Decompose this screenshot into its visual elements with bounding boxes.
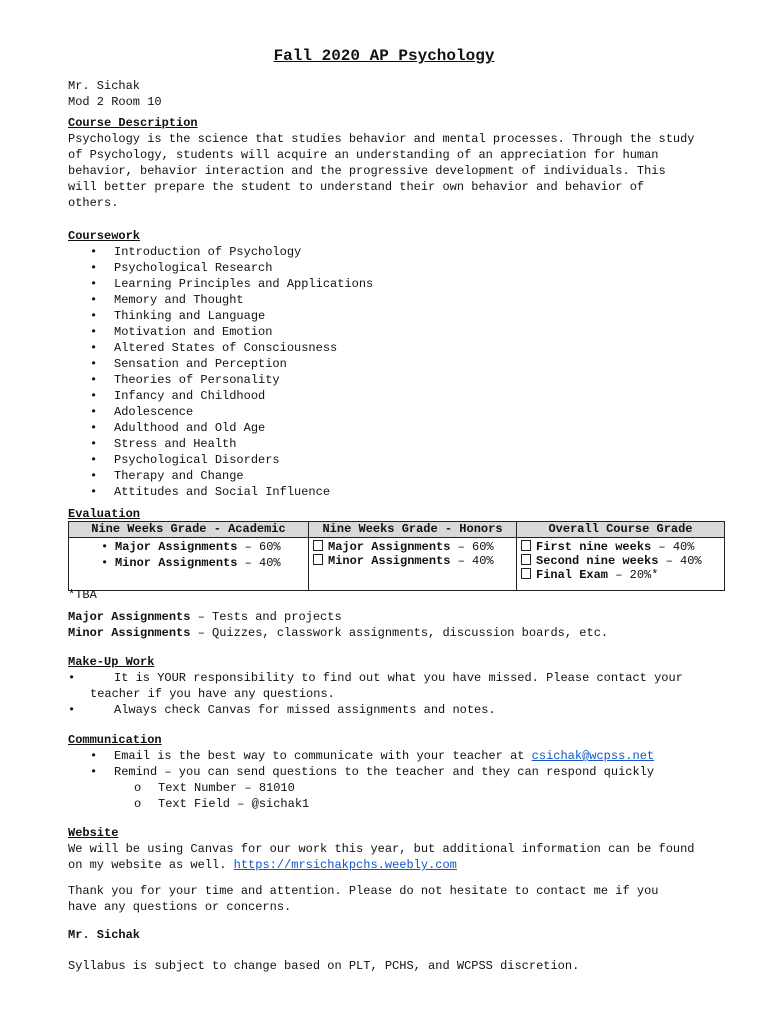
definition-desc: – Quizzes, classwork assignments, discussion boards, etc. — [190, 626, 609, 640]
grade-item — [521, 554, 720, 568]
checkbox-icon — [521, 554, 531, 565]
list-item: • Theories of Personality — [68, 372, 728, 388]
definition-line — [68, 625, 728, 641]
column-header: Nine Weeks Grade - Academic — [69, 522, 309, 538]
list-item: • Adolescence — [68, 404, 728, 420]
remind-text: Remind – you can send questions to the teacher and they can respond quickly — [114, 765, 655, 779]
description-line: behavior, behavior interaction and the progressive development of individuals. This — [68, 164, 666, 178]
page-title: Fall 2020 AP Psychology — [273, 47, 495, 65]
column-header: Overall Course Grade — [517, 522, 725, 538]
list-item: • Memory and Thought — [68, 292, 728, 308]
teacher-name: Mr. Sichak — [68, 79, 141, 93]
footnote: *TBA — [68, 588, 97, 602]
evaluation-heading-wrap — [68, 506, 728, 522]
makeup-heading: Make-Up Work — [68, 655, 155, 669]
list-item: • Introduction of Psychology — [68, 244, 728, 260]
coursework-heading: Coursework — [68, 229, 141, 243]
makeup-section — [68, 654, 728, 718]
description-line: will better prepare the student to understand their own behavior and behavior of — [68, 180, 645, 194]
grade-item — [93, 540, 304, 554]
definition-desc: – Tests and projects — [190, 610, 342, 624]
definition-line — [68, 609, 728, 625]
email-link[interactable]: csichak@wcpss.net — [531, 749, 655, 763]
email-text: Email is the best way to communicate with your teacher at — [114, 749, 532, 763]
makeup-text: Always check Canvas for missed assignments and notes. — [114, 703, 496, 717]
list-item: • Adulthood and Old Age — [68, 420, 728, 436]
list-item: • Psychological Research — [68, 260, 728, 276]
definition-term: Minor Assignments — [68, 626, 191, 640]
grade-value: – 40% — [658, 554, 702, 568]
list-item: • Sensation and Perception — [68, 356, 728, 372]
grade-label: Final Exam — [536, 568, 609, 582]
signature-wrap — [68, 927, 728, 943]
course-description-section — [68, 115, 728, 211]
communication-section — [68, 732, 728, 812]
coursework-section — [68, 228, 728, 500]
remind-sublist — [68, 780, 728, 812]
grade-value: – 40% — [450, 554, 494, 568]
grade-item — [313, 554, 512, 568]
sub-item: o Text Number – 81010 — [68, 780, 728, 796]
grade-item — [313, 540, 512, 554]
list-item: • Motivation and Emotion — [68, 324, 728, 340]
grade-label: Minor Assignments — [328, 554, 451, 568]
list-item — [68, 764, 728, 812]
grade-value: – 20%* — [608, 568, 659, 582]
grade-item — [93, 556, 304, 570]
list-item: • Therapy and Change — [68, 468, 728, 484]
disclaimer: Syllabus is subject to change based on PLT, PCHS, and WCPSS discretion. — [68, 959, 580, 973]
grade-value: – 40% — [237, 556, 281, 570]
list-item: • Attitudes and Social Influence — [68, 484, 728, 500]
overall-cell — [517, 538, 725, 591]
checkbox-icon — [521, 540, 531, 551]
description-line: Psychology is the science that studies behavior and mental processes. Through the study — [68, 132, 695, 146]
evaluation-table — [68, 521, 725, 591]
teacher-info — [68, 78, 728, 110]
list-item — [68, 748, 728, 764]
website-line: We will be using Canvas for our work this year, but additional information can be found — [68, 842, 695, 856]
evaluation-heading: Evaluation — [68, 507, 141, 521]
website-heading: Website — [68, 826, 119, 840]
grade-value: – 40% — [651, 540, 695, 554]
list-item: • Altered States of Consciousness — [68, 340, 728, 356]
teacher-room: Mod 2 Room 10 — [68, 95, 162, 109]
thanks-line: Thank you for your time and attention. Please do not hesitate to contact me if you — [68, 884, 659, 898]
list-item — [68, 702, 728, 718]
grade-item — [521, 540, 720, 554]
honors-cell — [309, 538, 517, 591]
list-item: • Stress and Health — [68, 436, 728, 452]
academic-cell — [69, 538, 309, 591]
communication-list — [68, 748, 728, 812]
list-item: • Psychological Disorders — [68, 452, 728, 468]
description-line: of Psychology, students will acquire an understanding of an appreciation for human — [68, 148, 659, 162]
grade-label: First nine weeks — [536, 540, 652, 554]
communication-heading: Communication — [68, 733, 162, 747]
list-item: • Learning Principles and Applications — [68, 276, 728, 292]
grade-label: Minor Assignments — [115, 556, 238, 570]
checkbox-icon — [313, 540, 323, 551]
grade-item — [521, 568, 720, 582]
grade-value: – 60% — [237, 540, 281, 554]
grade-label: Major Assignments — [115, 540, 238, 554]
checkbox-icon — [313, 554, 323, 565]
list-item — [68, 670, 728, 702]
website-section — [68, 825, 728, 873]
description-line: others. — [68, 196, 119, 210]
makeup-text: It is YOUR responsibility to find out what you have missed. Please contact your teacher if you have any questions. — [90, 671, 683, 701]
definition-term: Major Assignments — [68, 610, 191, 624]
column-header: Nine Weeks Grade - Honors — [309, 522, 517, 538]
grade-label: Second nine weeks — [536, 554, 659, 568]
table-header-row — [69, 522, 725, 538]
coursework-list — [68, 244, 728, 500]
closing-section — [68, 883, 728, 915]
list-item: • Infancy and Childhood — [68, 388, 728, 404]
table-row — [69, 538, 725, 591]
grade-label: Major Assignments — [328, 540, 451, 554]
disclaimer-wrap — [68, 958, 728, 974]
list-item: • Thinking and Language — [68, 308, 728, 324]
website-link[interactable]: https://mrsichakpchs.weebly.com — [233, 858, 457, 872]
sub-item: o Text Field – @sichak1 — [68, 796, 728, 812]
makeup-list — [68, 670, 728, 718]
thanks-line: have any questions or concerns. — [68, 900, 292, 914]
evaluation-notes — [68, 587, 728, 641]
website-line — [68, 857, 728, 873]
signature: Mr. Sichak — [68, 928, 141, 942]
checkbox-icon — [521, 568, 531, 579]
grade-value: – 60% — [450, 540, 494, 554]
course-description-heading: Course Description — [68, 116, 198, 130]
website-prefix: on my website as well. — [68, 858, 234, 872]
